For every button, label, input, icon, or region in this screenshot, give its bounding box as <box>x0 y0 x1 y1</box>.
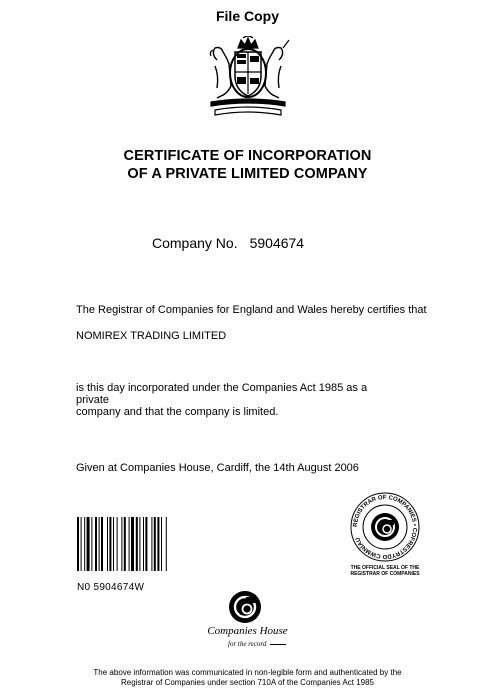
footer-line2: Registrar of Companies under section 710A of the Companies Act 1985 <box>120 678 375 687</box>
registrar-statement: The Registrar of Companies for England and Wales hereby certifies that <box>76 304 427 316</box>
footer-line1: The above information was communicated in non-legible form and authenticated by the <box>93 668 402 677</box>
barcode-bar <box>124 517 126 571</box>
barcode-bar <box>143 517 144 571</box>
barcode-bar <box>166 517 167 571</box>
company-number <box>152 235 304 251</box>
barcode-bar <box>84 517 85 571</box>
company-number-label: Company No. <box>152 235 238 251</box>
incorporation-line1: is this day incorporated under the Companies Act 1985 as a private <box>76 382 368 406</box>
barcode-bar <box>136 517 138 571</box>
company-name: NOMIREX TRADING LIMITED <box>76 330 227 342</box>
certificate-title-line2: OF A PRIVATE LIMITED COMPANY <box>127 166 368 182</box>
barcode-bar <box>113 517 114 571</box>
file-copy-heading: File Copy <box>215 8 279 24</box>
barcode-bar <box>95 517 97 571</box>
footer-note <box>0 668 495 688</box>
official-seal-icon <box>348 490 422 564</box>
seal-caption-line1: THE OFFICIAL SEAL OF THE <box>350 565 420 571</box>
given-at-statement: Given at Companies House, Cardiff, the 14th August 2006 <box>76 462 359 474</box>
barcode-bar <box>101 517 103 571</box>
barcode-bar <box>151 517 152 571</box>
seal-ring-text: REGISTRAR OF COMPANIES • COFRESTRYDD CWMNÏAU <box>352 494 418 560</box>
companies-house-tagline-text: for the record <box>228 640 267 648</box>
barcode-bar <box>161 517 162 571</box>
barcode-bar <box>129 517 130 571</box>
barcode-bar <box>117 517 118 571</box>
barcode-bar <box>154 517 156 571</box>
barcode-bar <box>145 517 147 571</box>
barcode-bar <box>109 517 111 571</box>
barcode-bar <box>87 517 90 571</box>
barcode-bar <box>81 517 82 571</box>
companies-house-name: Companies House <box>207 625 288 637</box>
barcode-bar <box>107 517 108 571</box>
barcode <box>77 517 201 571</box>
seal-caption-line2: REGISTRAR OF COMPANIES <box>350 571 420 577</box>
companies-house-tagline <box>228 640 286 648</box>
barcode-text: N0 5904674W <box>77 582 145 593</box>
tagline-rule <box>270 644 286 645</box>
barcode-bar <box>157 517 159 571</box>
incorporation-statement <box>76 382 396 418</box>
certificate-title <box>0 147 495 183</box>
barcode-bar <box>99 517 100 571</box>
barcode-bar <box>77 517 79 571</box>
certificate-title-line1: CERTIFICATE OF INCORPORATION <box>123 148 372 164</box>
incorporation-line2: company and that the company is limited. <box>76 406 279 418</box>
company-number-value: 5904674 <box>249 235 305 251</box>
barcode-bar <box>91 517 92 571</box>
seal-caption <box>345 565 425 577</box>
barcode-bar <box>131 517 134 571</box>
barcode-bar <box>139 517 140 571</box>
barcode-bar <box>121 517 122 571</box>
royal-coat-of-arms-icon <box>205 36 291 118</box>
companies-house-logo-icon <box>228 590 262 624</box>
